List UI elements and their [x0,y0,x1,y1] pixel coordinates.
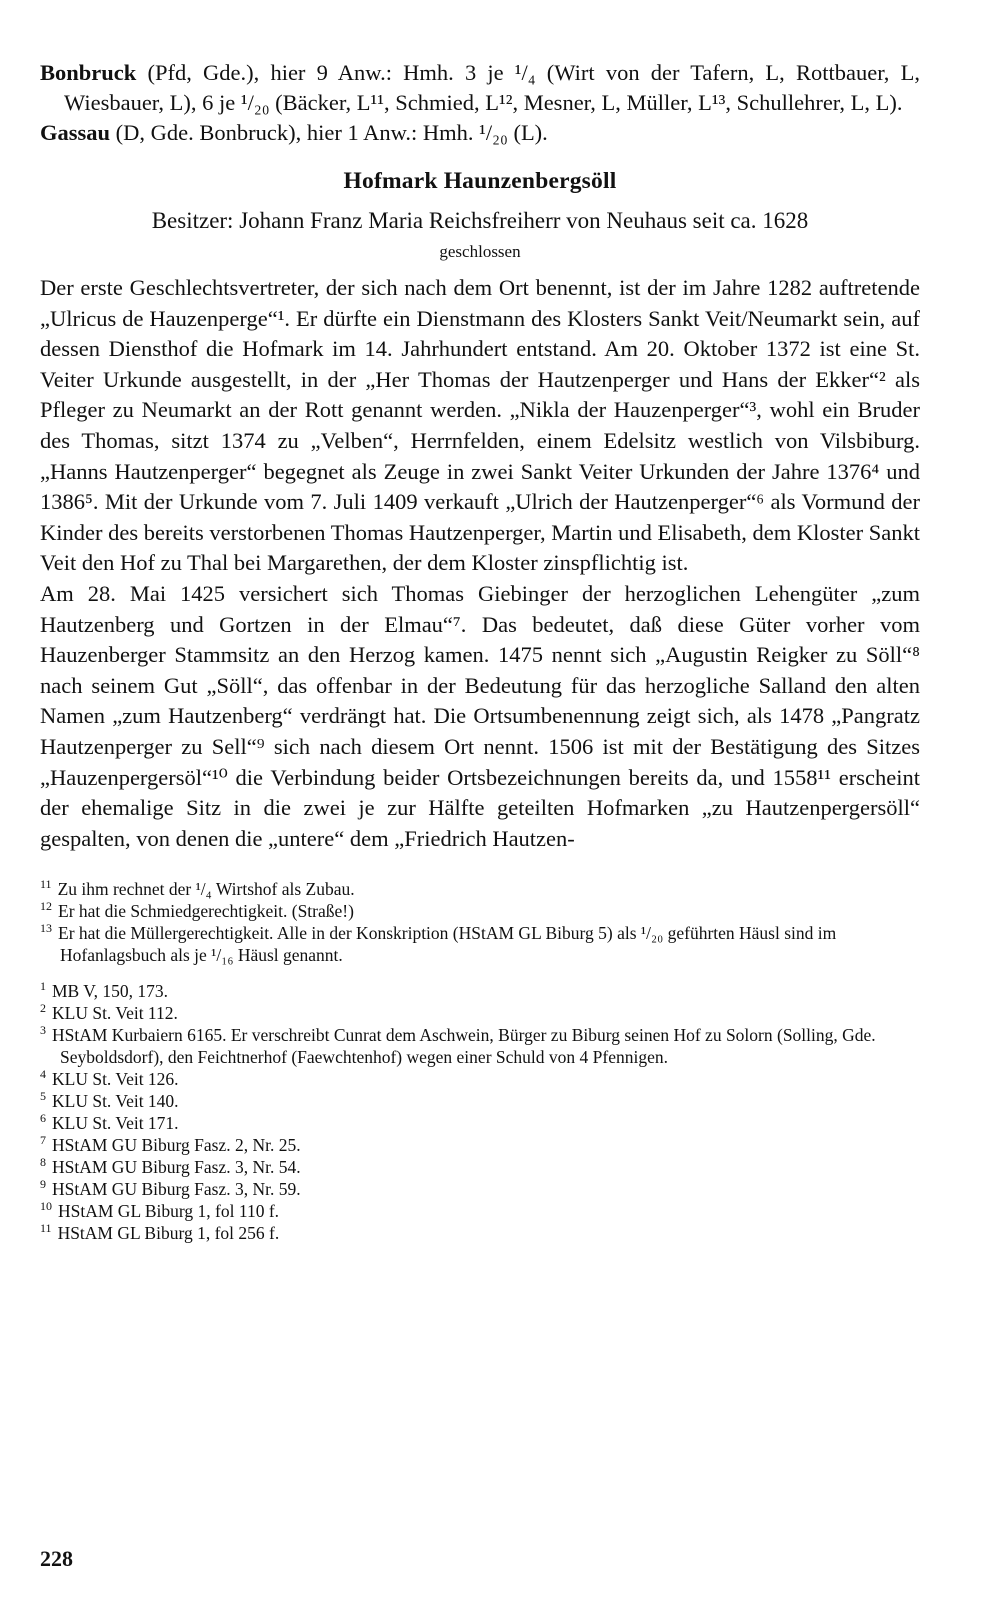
footnote [40,1024,920,1068]
footnotes-group-b [40,980,920,1244]
entry-text: (Pfd, Gde.), hier 9 Anw.: Hmh. 3 je ¹/₄ (Wirt von der Tafern, L, Rottbauer, L, Wiesbauer, L), 6 je ¹/₂₀ (Bäcker, L¹¹, Schmied, L¹², Mesner, L, Müller, L¹³, Schullehrer, L, L). [64,60,920,115]
owner-line: Besitzer: Johann Franz Maria Reichsfreiherr von Neuhaus seit ca. 1628 [151,208,809,233]
paragraph: Der erste Geschlechtsvertreter, der sich nach dem Ort benennt, ist der im Jahre 1282 auftretende „Ulricus de Hauzenperge“¹. Er dürfte ein Dienstmann des Klosters Sankt Veit/Neumarkt sein, auf dessen Diensthof die Hofmark im 14. Jahrhundert entstand. Am 20. Oktober 1372 ist eine St. Veiter Urkunde ausgestellt, in der „Her Thomas der Hautzenperger und Hans der Ekker“² als Pfleger zu Neumarkt an der Rott genannt werden. „Nikla der Hauzenperger“³, wohl ein Bruder des Thomas, sitzt 1374 zu „Velben“, Herrnfelden, einem Edelsitz westlich von Vilsbiburg. „Hanns Hautzenperger“ begegnet als Zeuge in zwei Sankt Veiter Urkunden der Jahre 1376⁴ und 1386⁵. Mit der Urkunde vom 7. Juli 1409 verkauft „Ulrich der Hautzenperger“⁶ als Vormund der Kinder des bereits verstorbenen Thomas Hautzenperger, Martin und Elisabeth, dem Kloster Sankt Veit den Hof zu Thal bei Margarethen, der dem Kloster zinspflichtig ist. [40,275,920,576]
footnote [40,1200,920,1222]
footnote-text: Er hat die Schmiedgerechtigkeit. (Straße!) [58,901,354,922]
footnote-text: KLU St. Veit 112. [52,1003,178,1024]
footnote [40,1068,920,1090]
entry-place: Gassau [40,120,111,145]
footnote [40,980,920,1002]
footnote-number: 13 [40,921,52,936]
footnote-number: 2 [40,1001,46,1016]
footnote-text: KLU St. Veit 140. [52,1091,179,1112]
footnotes-group-a [40,878,920,966]
footnote-text: Er hat die Müllergerechtigkeit. Alle in der Konskription (HStAM GL Biburg 5) als ¹/₂₀ geführten Häusl sind im Hofanlagsbuch als je ¹/₁₆ Häusl genannt. [58,923,837,966]
footnote [40,1112,920,1134]
page-content [40,58,920,1244]
footnote-text: MB V, 150, 173. [52,981,169,1002]
footnote-number: 11 [40,1221,52,1236]
footnote-text: Zu ihm rechnet der ¹/₄ Wirtshof als Zubau. [57,879,355,900]
footnote [40,1002,920,1024]
footnote-number: 9 [40,1177,46,1192]
footnote [40,1178,920,1200]
footnote-text: HStAM GU Biburg Fasz. 3, Nr. 59. [52,1179,301,1200]
footnote [40,900,920,922]
footnote-number: 1 [40,979,46,994]
entry-text: (D, Gde. Bonbruck), hier 1 Anw.: Hmh. ¹/₂₀ (L). [110,120,548,145]
page-number: 228 [40,1546,73,1571]
footnote-number: 8 [40,1155,46,1170]
footnote-text: HStAM GL Biburg 1, fol 256 f. [57,1223,280,1244]
footnote-number: 4 [40,1067,46,1082]
footnote-text: HStAM GU Biburg Fasz. 3, Nr. 54. [52,1157,301,1178]
main-text [40,273,920,854]
footnote-number: 7 [40,1133,46,1148]
footnote-text: HStAM GL Biburg 1, fol 110 f. [58,1201,280,1222]
footnotes [40,878,920,1244]
section-title: Hofmark Haunzenbergsöll [343,168,617,194]
paragraph: Am 28. Mai 1425 versichert sich Thomas Giebinger der herzoglichen Lehengüter „zum Hautzenberg und Gortzen in der Elmau“⁷. Das bedeutet, daß diese Güter vorher vom Hauzenberger Stammsitz an den Herzog kamen. 1475 nennt sich „Augustin Reigker zu Söll“⁸ nach seinem Gut „Söll“, das offenbar in der Bedeutung für das herzogliche Salland den alten Namen „zum Hautzenberg“ verdrängt hat. Die Ortsumbenennung zeigt sich, als 1478 „Pangratz Hautzenperger zu Sell“⁹ sich nach diesem Ort nennt. 1506 ist mit der Bestätigung des Sitzes „Hauzenpergersöl“¹⁰ die Verbindung beider Ortsbezeichnungen bereits da, und 1558¹¹ erscheint der ehemalige Sitz in die zwei je zur Hälfte geteilten Hofmarken „zu Hautzenpergersöll“ gespalten, von denen die „untere“ dem „Friedrich Hautzen- [40,580,920,851]
footnote-number: 12 [40,899,52,914]
footnote [40,1134,920,1156]
footnote-text: KLU St. Veit 171. [52,1113,179,1134]
footnote-text: HStAM Kurbaiern 6165. Er verschreibt Cunrat dem Aschwein, Bürger zu Biburg seinen Hof zu Solorn (Solling, Gde. Seyboldsdorf), den Feichtnerhof (Faewchtenhof) wegen einer Schuld von 4 Pfennigen. [52,1025,876,1068]
footnote-number: 11 [40,877,52,892]
footnote [40,922,920,966]
footnote-text: HStAM GU Biburg Fasz. 2, Nr. 25. [52,1135,301,1156]
entry-place: Bonbruck [40,60,137,85]
entry-bonbruck [40,58,920,118]
footnote [40,1222,920,1244]
footnote [40,1156,920,1178]
status-line: geschlossen [439,242,521,261]
footnote-text: KLU St. Veit 126. [52,1069,179,1090]
entry-gassau [40,118,920,148]
footnote-number: 3 [40,1023,46,1038]
footnote [40,878,920,900]
footnote-number: 5 [40,1089,46,1104]
footnote-number: 6 [40,1111,46,1126]
footnote-number: 10 [40,1199,52,1214]
footnote [40,1090,920,1112]
